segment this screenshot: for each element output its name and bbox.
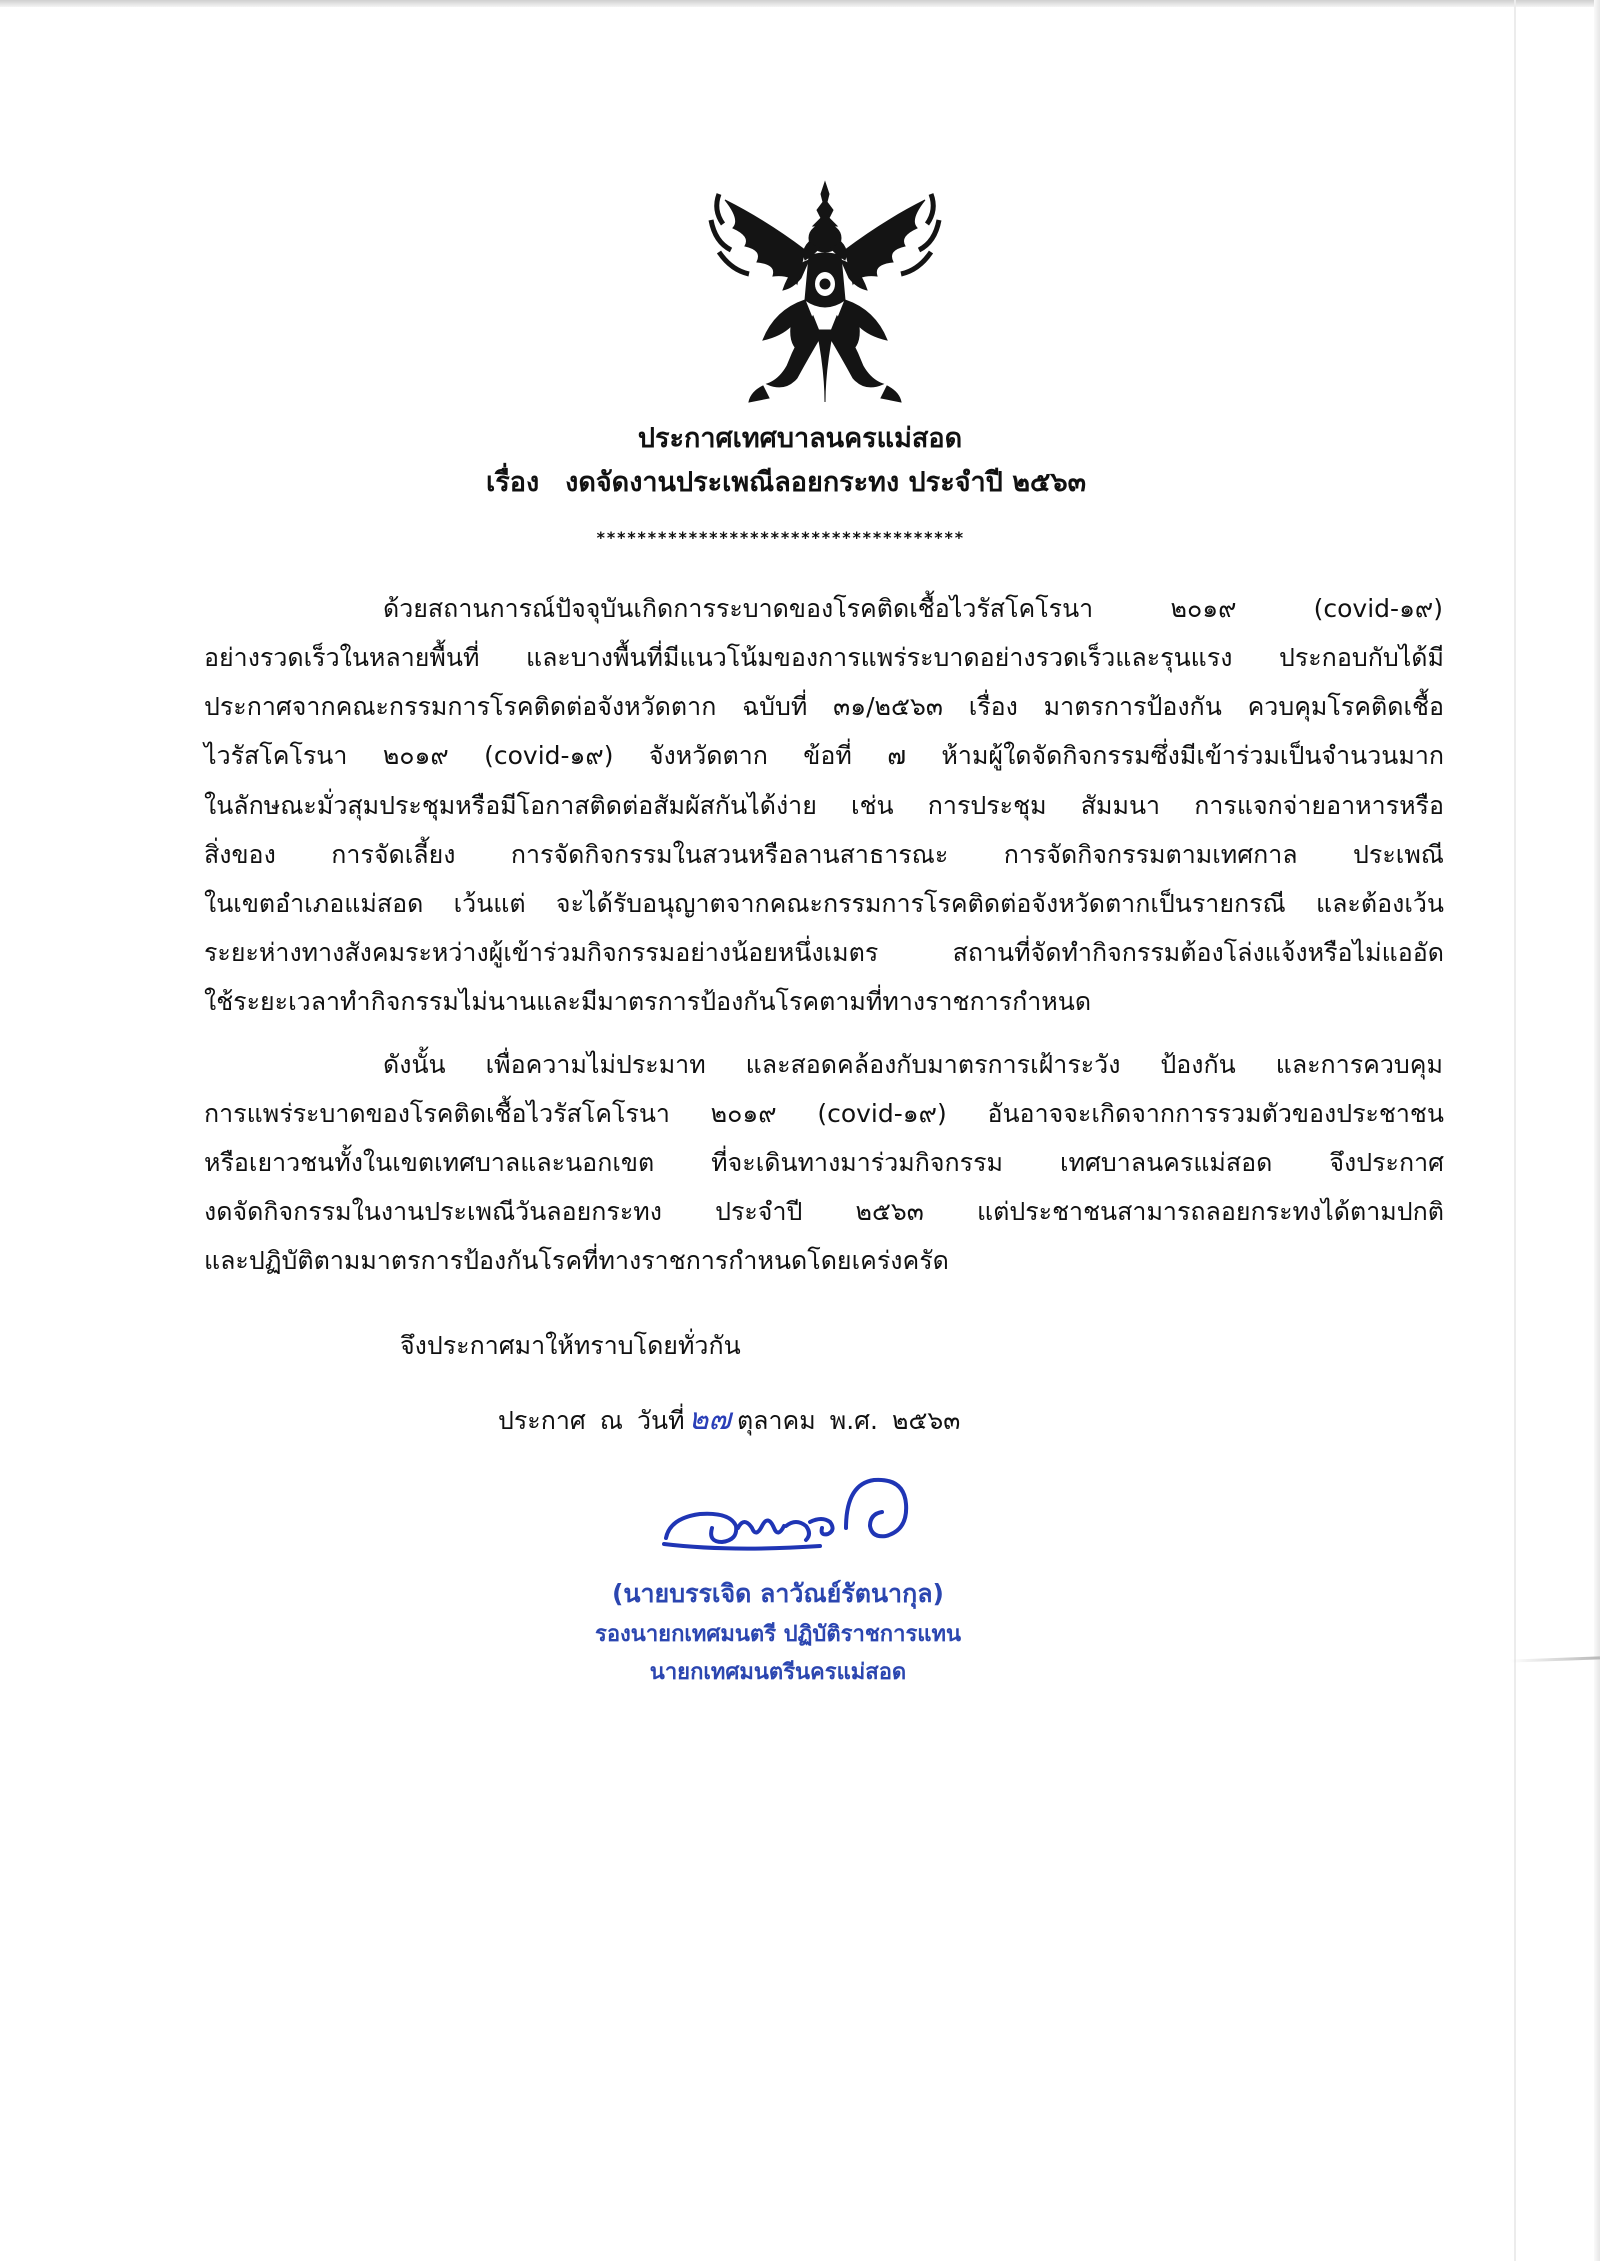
scan-edge-right [1514, 0, 1516, 2261]
signatory-position: รองนายกเทศมนตรี ปฏิบัติราชการแทน [595, 1622, 961, 1647]
paragraph2-line: งดจัดกิจกรรมในงานประเพณีวันลอยกระทง ประจำปี ๒๕๖๓ แต่ประชาชนสามารถลอยกระทงได้ตามปกติ [204, 1197, 1444, 1226]
announcement-title: ประกาศเทศบาลนครแม่สอด [637, 423, 963, 454]
date-day-label: วันที่ [636, 1406, 685, 1435]
date-year: ๒๕๖๓ [891, 1406, 961, 1435]
paragraph1-line: ไวรัสโคโรนา ๒๐๑๙ (covid-๑๙) จังหวัดตาก ข้อที่ ๗ ห้ามผู้ใดจัดกิจกรรมซึ่งมีเข้าร่วมเป็นจำนวนมาก [204, 741, 1444, 770]
handwritten-signature-icon [660, 1464, 960, 1574]
paragraph1-line: ใช้ระยะเวลาทำกิจกรรมไม่นานและมีมาตรการป้องกันโรคตามที่ทางราชการกำหนด [204, 987, 1092, 1016]
paragraph1-line: ระยะห่างทางสังคมระหว่างผู้เข้าร่วมกิจกรรมอย่างน้อยหนึ่งเมตร สถานที่จัดทำกิจกรรมต้องโล่งแจ้งหรือไม่แออัด [204, 938, 1444, 967]
subject-text: งดจัดงานประเพณีลอยกระทง ประจำปี ๒๕๖๓ [565, 467, 1087, 498]
garuda-emblem-icon [705, 180, 945, 405]
signatory-name: (นายบรรเจิด ลาวัณย์รัตนากุล) [612, 1579, 944, 1608]
paragraph1-line: ในลักษณะมั่วสุมประชุมหรือมีโอกาสติดต่อสัมผัสกันได้ง่าย เช่น การประชุม สัมมนา การแจกจ่ายอาหารหรือ [204, 791, 1444, 820]
header-separator: ************************************ [596, 528, 965, 547]
paragraph2-line: หรือเยาวชนทั้งในเขตเทศบาลและนอกเขต ที่จะเดินทางมาร่วมกิจกรรม เทศบาลนครแม่สอด จึงประกาศ [204, 1148, 1444, 1177]
subject-label: เรื่อง [486, 467, 540, 498]
date-era: พ.ศ. [829, 1406, 878, 1435]
signatory-organization: นายกเทศมนตรีนครแม่สอด [649, 1660, 907, 1685]
closing-statement: จึงประกาศมาให้ทราบโดยทั่วกัน [400, 1331, 741, 1360]
paragraph2-line: ดังนั้น เพื่อความไม่ประมาท และสอดคล้องกับมาตรการเฝ้าระวัง ป้องกัน และการควบคุม [383, 1050, 1443, 1079]
paragraph1-line: ด้วยสถานการณ์ปัจจุบันเกิดการระบาดของโรคติดเชื้อไวรัสโคโรนา ๒๐๑๙ (covid-๑๙) [383, 594, 1443, 623]
date-prefix: ประกาศ [498, 1406, 586, 1435]
paragraph1-line: สิ่งของ การจัดเลี้ยง การจัดกิจกรรมในสวนหรือลานสาธารณะ การจัดกิจกรรมตามเทศกาล ประเพณี [204, 840, 1444, 869]
date-na: ณ [599, 1406, 623, 1435]
date-day-handwritten: ๒๗ [688, 1402, 731, 1437]
paragraph2-line: และปฏิบัติตามมาตรการป้องกันโรคที่ทางราชการกำหนดโดยเคร่งครัด [204, 1246, 949, 1275]
scan-edge-top [0, 0, 1600, 7]
paragraph2-line: การแพร่ระบาดของโรคติดเชื้อไวรัสโคโรนา ๒๐๑๙ (covid-๑๙) อันอาจจะเกิดจากการรวมตัวของประชาชน [204, 1099, 1444, 1128]
announcement-date [498, 1396, 960, 1443]
date-month: ตุลาคม [736, 1406, 816, 1435]
announcement-subject [486, 460, 1086, 503]
paragraph1-line: อย่างรวดเร็วในหลายพื้นที่ และบางพื้นที่มีแนวโน้มของการแพร่ระบาดอย่างรวดเร็วและรุนแรง ประกอบกับได้มี [204, 643, 1444, 672]
paragraph1-line: ในเขตอำเภอแม่สอด เว้นแต่ จะได้รับอนุญาตจากคณะกรรมการโรคติดต่อจังหวัดตากเป็นรายกรณี และต้องเว้น [204, 889, 1444, 918]
scan-shadow-right [1594, 0, 1600, 2261]
paragraph1-line: ประกาศจากคณะกรรมการโรคติดต่อจังหวัดตาก ฉบับที่ ๓๑/๒๕๖๓ เรื่อง มาตรการป้องกัน ควบคุมโรคติดเชื้อ [204, 692, 1444, 721]
